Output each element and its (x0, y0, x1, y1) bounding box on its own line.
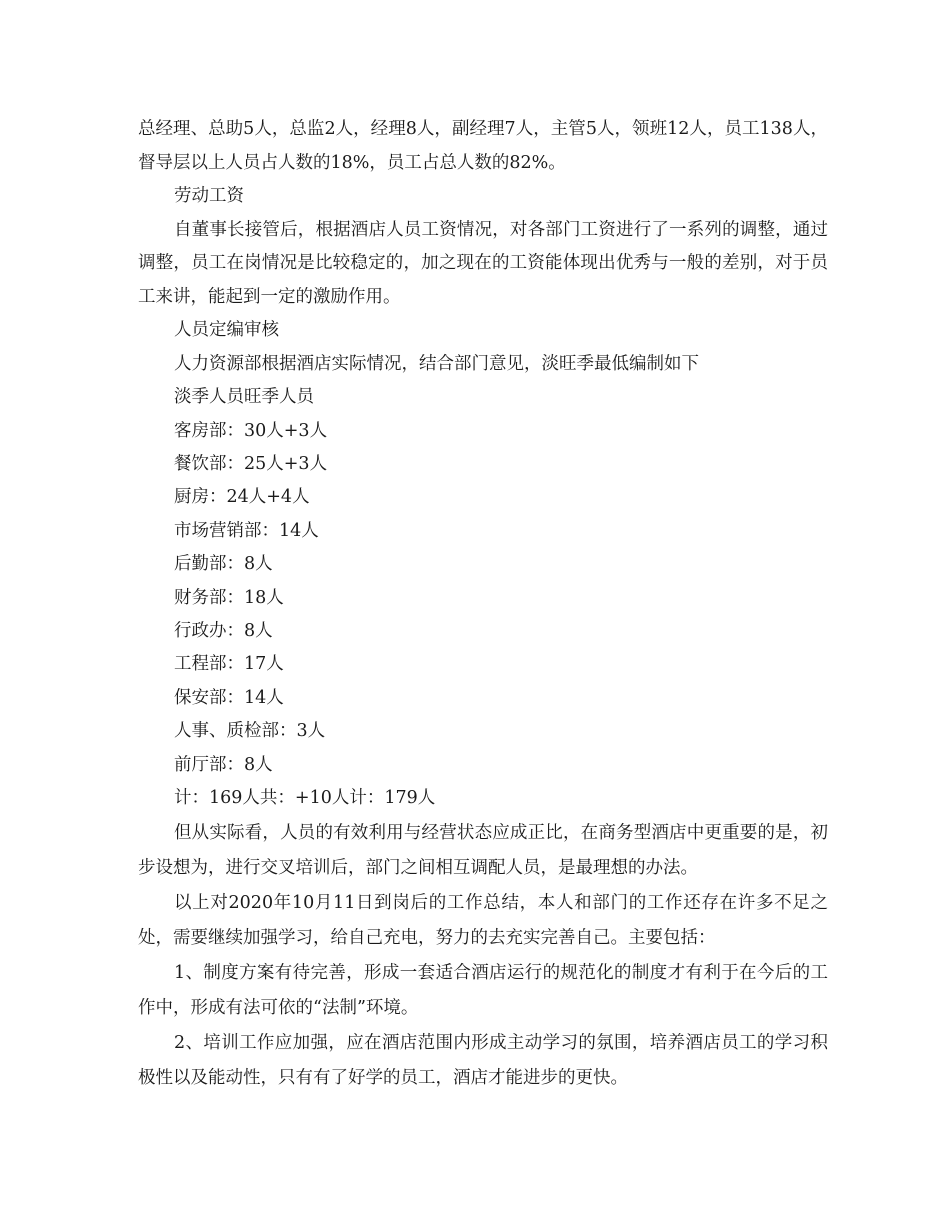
improvement-item-1: 1、制度方案有待完善，形成一套适合酒店运行的规范化的制度才有利于在今后的工作中，形成有法可依的“法制”环境。 (138, 963, 828, 1018)
staffing-list (138, 415, 828, 816)
staffing-item: 客房部：30人+3人 (174, 420, 328, 441)
improvement-item-2: 2、培训工作应加强，应在酒店范围内形成主动学习的氛围，培养酒店员工的学习积极性以及能动性，只有有了好学的员工，酒店才能进步的更快。 (138, 1033, 828, 1088)
summary-conclusion-paragraph: 以上对2020年10月11日到岗后的工作总结，本人和部门的工作还存在许多不足之处，需要继续加强学习，给自己充电，努力的去充实完善自己。主要包括： (138, 893, 828, 948)
staffing-item: 人事、质检部：3人 (174, 721, 326, 742)
section-heading-labor-wages: 劳动工资 (174, 186, 244, 206)
staffing-columns-header: 淡季人员旺季人员 (174, 387, 314, 407)
staffing-item: 财务部：18人 (174, 587, 284, 608)
section-heading-staffing-review: 人员定编审核 (174, 320, 279, 340)
practical-view-paragraph: 但从实际看，人员的有效利用与经营状态应成正比，在商务型酒店中更重要的是，初步设想为，进行交叉培训后，部门之间相互调配人员，是最理想的办法。 (138, 823, 828, 878)
wages-paragraph: 自董事长接管后，根据酒店人员工资情况，对各部门工资进行了一系列的调整，通过调整，员工在岗情况是比较稳定的，加之现在的工资能体现出优秀与一般的差别，对于员工来讲，能起到一定的激励作用。 (138, 219, 828, 307)
staffing-item: 厨房：24人+4人 (174, 487, 310, 508)
staffing-item: 工程部：17人 (174, 654, 284, 675)
staffing-item: 后勤部：8人 (174, 554, 273, 575)
staffing-item: 市场营销部：14人 (174, 520, 319, 541)
staffing-item: 保安部：14人 (174, 687, 284, 708)
staffing-item: 前厅部：8人 (174, 754, 273, 775)
staffing-item: 餐饮部：25人+3人 (174, 453, 328, 474)
staffing-intro-paragraph: 人力资源部根据酒店实际情况，结合部门意见，淡旺季最低编制如下 (174, 353, 699, 374)
staffing-item: 行政办：8人 (174, 620, 273, 641)
summary-paragraph: 总经理、总助5人，总监2人，经理8人，副经理7人，主管5人，领班12人，员工138人，督导层以上人员占人数的18%，员工占总人数的82%。 (138, 119, 828, 173)
document-body (138, 113, 828, 1095)
staffing-total: 计：169人共：+10人计：179人 (174, 787, 436, 808)
